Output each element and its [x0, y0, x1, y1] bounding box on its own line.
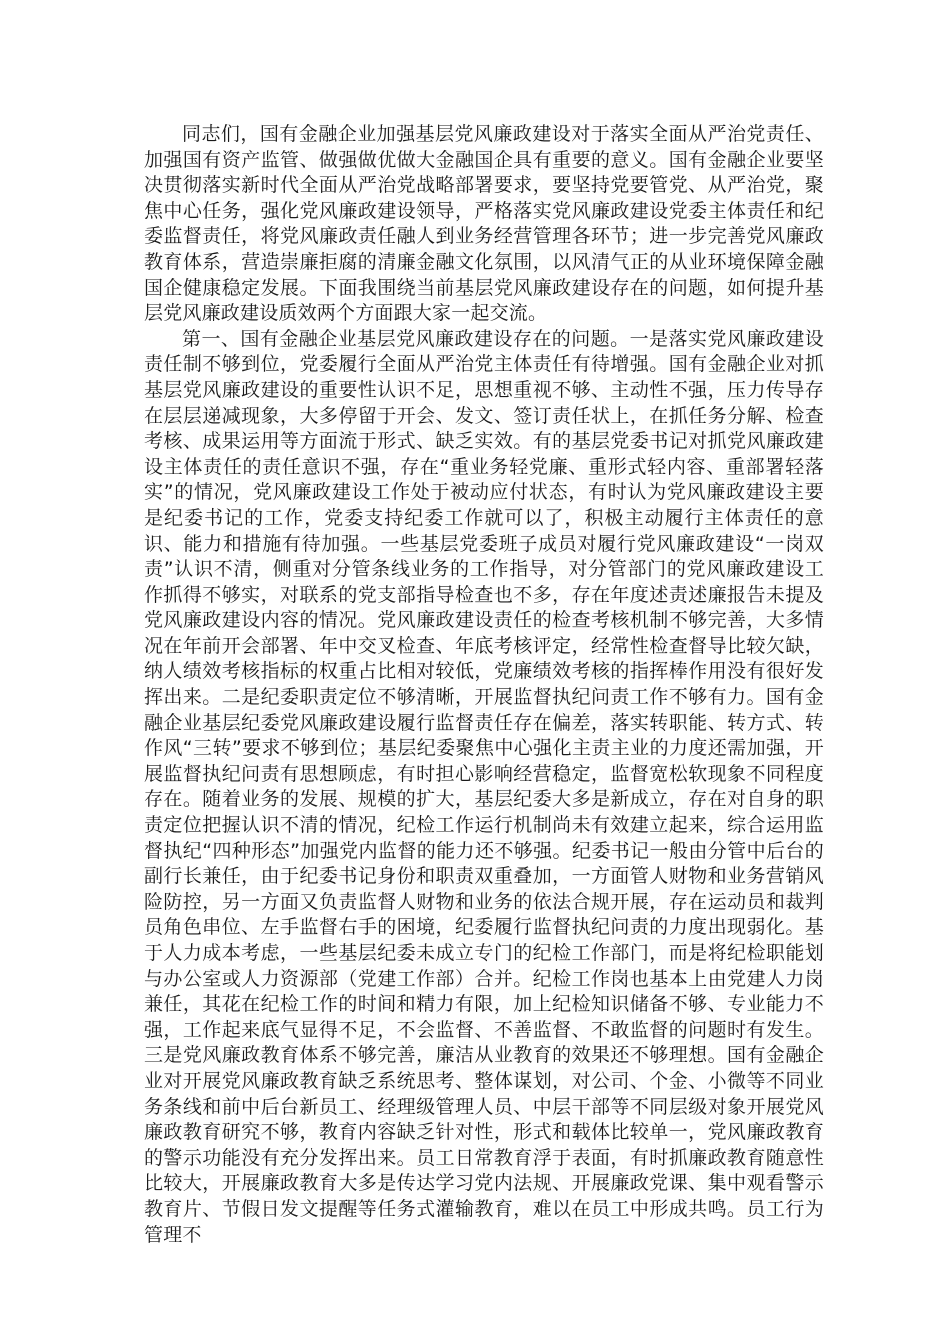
paragraph-problems: 第一、国有金融企业基层党风廉政建设存在的问题。一是落实党风廉政建设责任制不够到位，党委履行全面从严治党主体责任有待增强。国有金融企业对抓基层党风廉政建设的重要性认识不足，思想重视不够、主动性不强，压力传导存在层层递减现象，大多停留于开会、发文、签订责任状上，在抓任务分解、检查考核、成果运用等方面流于形式、缺乏实效。有的基层党委书记对抓党风廉政建设主体责任的责任意识不强，存在“重业务轻党廉、重形式轻内容、重部署轻落实”的情况，党风廉政建设工作处于被动应付状态，有时认为党风廉政建设主要是纪委书记的工作，党委支持纪委工作就可以了，积极主动履行主体责任的意识、能力和措施有待加强。一些基层党委班子成员对履行党风廉政建设“一岗双责”认识不清，侧重对分管条线业务的工作指导，对分管部门的党风廉政建设工作抓得不够实，对联系的党支部指导检查也不多，存在年度述责述廉报告未提及党风廉政建设内容的情况。党风廉政建设责任的检查考核机制不够完善，大多情况在年前开会部署、年中交叉检查、年底考核评定，经常性检查督导比较欠缺，纳人绩效考核指标的权重占比相对较低，党廉绩效考核的指挥棒作用没有很好发挥出来。二是纪委职责定位不够清晰，开展监督执纪问责工作不够有力。国有金融企业基层纪委党风廉政建设履行监督责任存在偏差，落实转职能、转方式、转作风“三转”要求不够到位；基层纪委聚焦中心强化主责主业的力度还需加强，开展监督执纪问责有思想顾虑，有时担心影响经营稳定，监督宽松软现象不同程度存在。随着业务的发展、规模的扩大，基层纪委大多是新成立，存在对自身的职责定位把握认识不清的情况，纪检工作运行机制尚未有效建立起来，综合运用监督执纪“四种形态”加强党内监督的能力还不够强。纪委书记一般由分管中后台的副行长兼任，由于纪委书记身份和职责双重叠加，一方面管人财物和业务营销风险防控，另一方面又负责监督人财物和业务的依法合规开展，存在运动员和裁判员角色串位、左手监督右手的困境，纪委履行监督执纪问责的力度出现弱化。基于人力成本考虑，一些基层纪委未成立专门的纪检工作部门，而是将纪检职能划与办公室或人力资源部（党建工作部）合并。纪检工作岗也基本上由党建人力岗兼任，其花在纪检工作的时间和精力有限，加上纪检知识储备不够、专业能力不强，工作起来底气显得不足，不会监督、不善监督、不敢监督的问题时有发生。三是党风廉政教育体系不够完善，廉洁从业教育的效果还不够理想。国有金融企业对开展党风廉政教育缺乏系统思考、整体谋划，对公司、个金、小微等不同业务条线和前中后台新员工、经理级管理人员、中层干部等不同层级对象开展党风廉政教育研究不够，教育内容缺乏针对性，形式和载体比较单一，党风廉政教育的警示功能没有充分发挥出来。员工日常教育浮于表面，有时抓廉政教育随意性比较大，开展廉政教育大多是传达学习党内法规、开展廉政党课、集中观看警示教育片、节假日发文提醒等任务式灌输教育，难以在员工中形成共鸣。员工行为管理不 [144, 327, 824, 1246]
document-body [144, 122, 824, 1248]
paragraph-intro: 同志们，国有金融企业加强基层党风廉政建设对于落实全面从严治党责任、加强国有资产监管、做强做优做大金融国企具有重要的意义。国有金融企业要坚决贯彻落实新时代全面从严治党战略部署要求，要坚持党要管党、从严治党，聚焦中心任务，强化党风廉政建设领导，严格落实党风廉政建设党委主体责任和纪委监督责任，将党风廉政责任融人到业务经营管理各环节；进一步完善党风廉政教育体系，营造崇廉拒腐的清廉金融文化氛围，以风清气正的从业环境保障金融国企健康稳定发展。下面我围绕当前基层党风廉政建设存在的问题，如何提升基层党风廉政建设质效两个方面跟大家一起交流。 [144, 123, 824, 325]
